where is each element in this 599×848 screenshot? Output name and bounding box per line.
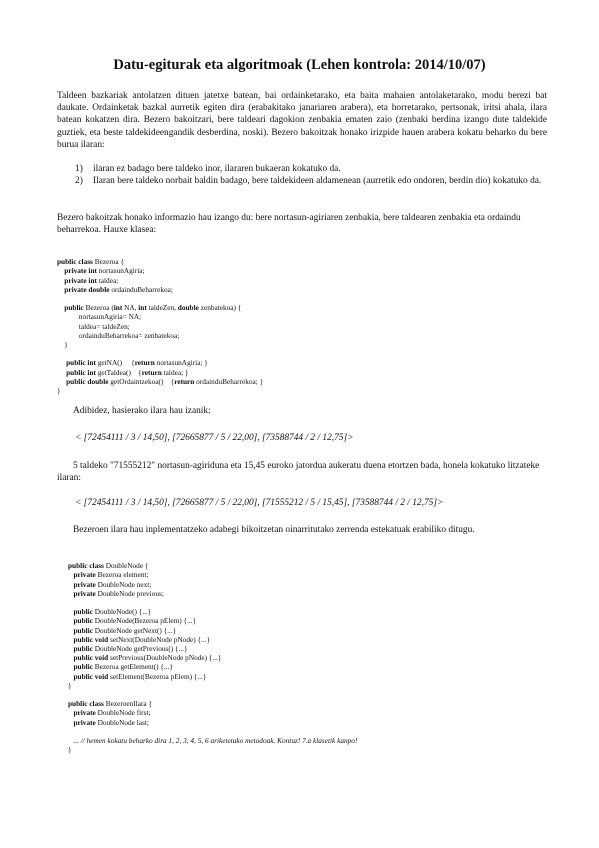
code-line: public DoubleNode(Bezeroa pElem) {...} [73,616,196,626]
code-line: taldea= taldeZen; [57,321,130,331]
rule-item [75,175,545,187]
code-line: public class Bezeroa { [57,257,124,267]
code-line: public int getTaldea() {return taldea; } [66,367,189,377]
code-line: public class BezeroenIlara { [68,699,152,709]
code-line: public double getOrdaintzekoa() {return ordainduBeharrekoa; } [66,376,264,386]
code-line: private DoubleNode next; [73,579,152,589]
code-line: } [68,680,72,690]
code-line: private DoubleNode previous; [73,588,164,598]
code-line: ... // hemen kokatu beharko dira 1, 2, 3, 4, 5, 6 ariketetako metodoak. Kontuz! 7.a klasetik kanpo! [68,736,358,746]
queue-sequence-result: < [72454111 / 3 / 14,50], [72665877 / 5 / 22,00], [71555212 / 5 / 15,45], [73588744 / 2 / 12,75]> [75,498,444,508]
code-line: public DoubleNode() {...} [73,607,152,617]
code-line: } [57,386,61,396]
implementation-paragraph: Bezeroen ilara hau inplementatzeko adabegi bikoitzetan oinarritutako zerrenda estekatuak erabiliko ditugu. [73,525,475,535]
example-intro: Adibidez, hasierako ilara hau izanik: [73,406,211,416]
code-block-doublenode [68,552,357,754]
rules-list [75,163,545,187]
queue-sequence-initial: < [72454111 / 3 / 14,50], [72665877 / 5 / 22,00], [73588744 / 2 / 12,75]> [75,433,354,443]
code-line: private Bezeroa element; [73,570,149,580]
rule-text: ilaran ez badago bere taldeko inor, ilararen bukaeran kokatuko da. [93,164,341,174]
info-paragraph: Bezero bakoitzak honako informazio hau izango du: bere nortasun-agiriaren zenbakia, bere taldearen zenbakia eta ordaindu beharrekoa. Hauxe klasea: [57,213,521,236]
code-line: public DoubleNode getNext() {...} [73,625,177,635]
code-line: private DoubleNode first; [73,708,151,718]
code-line: nortasunAgiria= NA; [57,312,142,322]
rule-number: 1) [75,164,83,174]
code-line: public DoubleNode getPrevious() {...} [73,644,188,654]
rule-text: Ilaran bere taldeko norbait baldin badago, bere taldekideen aldamenean (aurretik edo ondoren, berdin dio) kokatuko da. [93,176,542,187]
code-line: } [57,340,68,350]
page-title: Datu-egiturak eta algoritmoak (Lehen kontrola: 2014/10/07) [113,57,486,73]
code-line: private DoubleNode last; [73,717,149,727]
intro-paragraph: Taldeen bazkariak antolatzen dituen jatetxe batean, bai ordainketarako, eta baita mahaien antolaketarako, modu berezi bat daukate. Ordainketak bazkal aurretik egiten dira (erabakitako janariaren arabera), eta horretarako, pertsonak, iritsi ahala, ilara batean kokatzen dira. Bezero bakoitzari, bere taldeari dagokion zenbakia ematen zaio (zenbaki berdina izango dute taldekide guztiek, eta beste taldekideengandik desberdina, noski). Bezero bakoitzak honako irizpide hauen arabera kokatu beharko du bere burua ilaran: [57,91,547,150]
code-line: public int getNA() {return nortasunAgiria; } [66,358,208,368]
code-line: public void setElement(Bezeroa pElem) {...} [73,671,207,681]
code-line: public Bezeroa getElement() {...} [73,662,173,672]
code-block-bezeroa [57,248,263,395]
example-paragraph: 5 taldeko "71555212" nortasun-agiriduna eta 15,45 euroko jatordua aukeratu duena etortzen bada, honela kokatuko litzateke ilaran: [57,461,540,484]
rule-number: 2) [75,176,83,187]
rule-item [75,163,545,175]
code-line: private int taldea; [64,275,119,285]
code-line: ordainduBeharrekoa= zenbatekoa; [57,330,180,340]
code-line: private int nortasunAgiria; [64,266,145,276]
code-line: private double ordainduBeharrekoa; [64,284,173,294]
code-line: public void setNext(DoubleNode pNode) {...} [73,634,211,644]
code-line: public class DoubleNode { [68,561,149,571]
code-line: } [68,745,72,755]
code-line: public void setPrevious(DoubleNode pNode) {...} [73,653,222,663]
code-line: public Bezeroa (int NA, int taldeZen, double zenbatekoa) { [64,303,242,313]
